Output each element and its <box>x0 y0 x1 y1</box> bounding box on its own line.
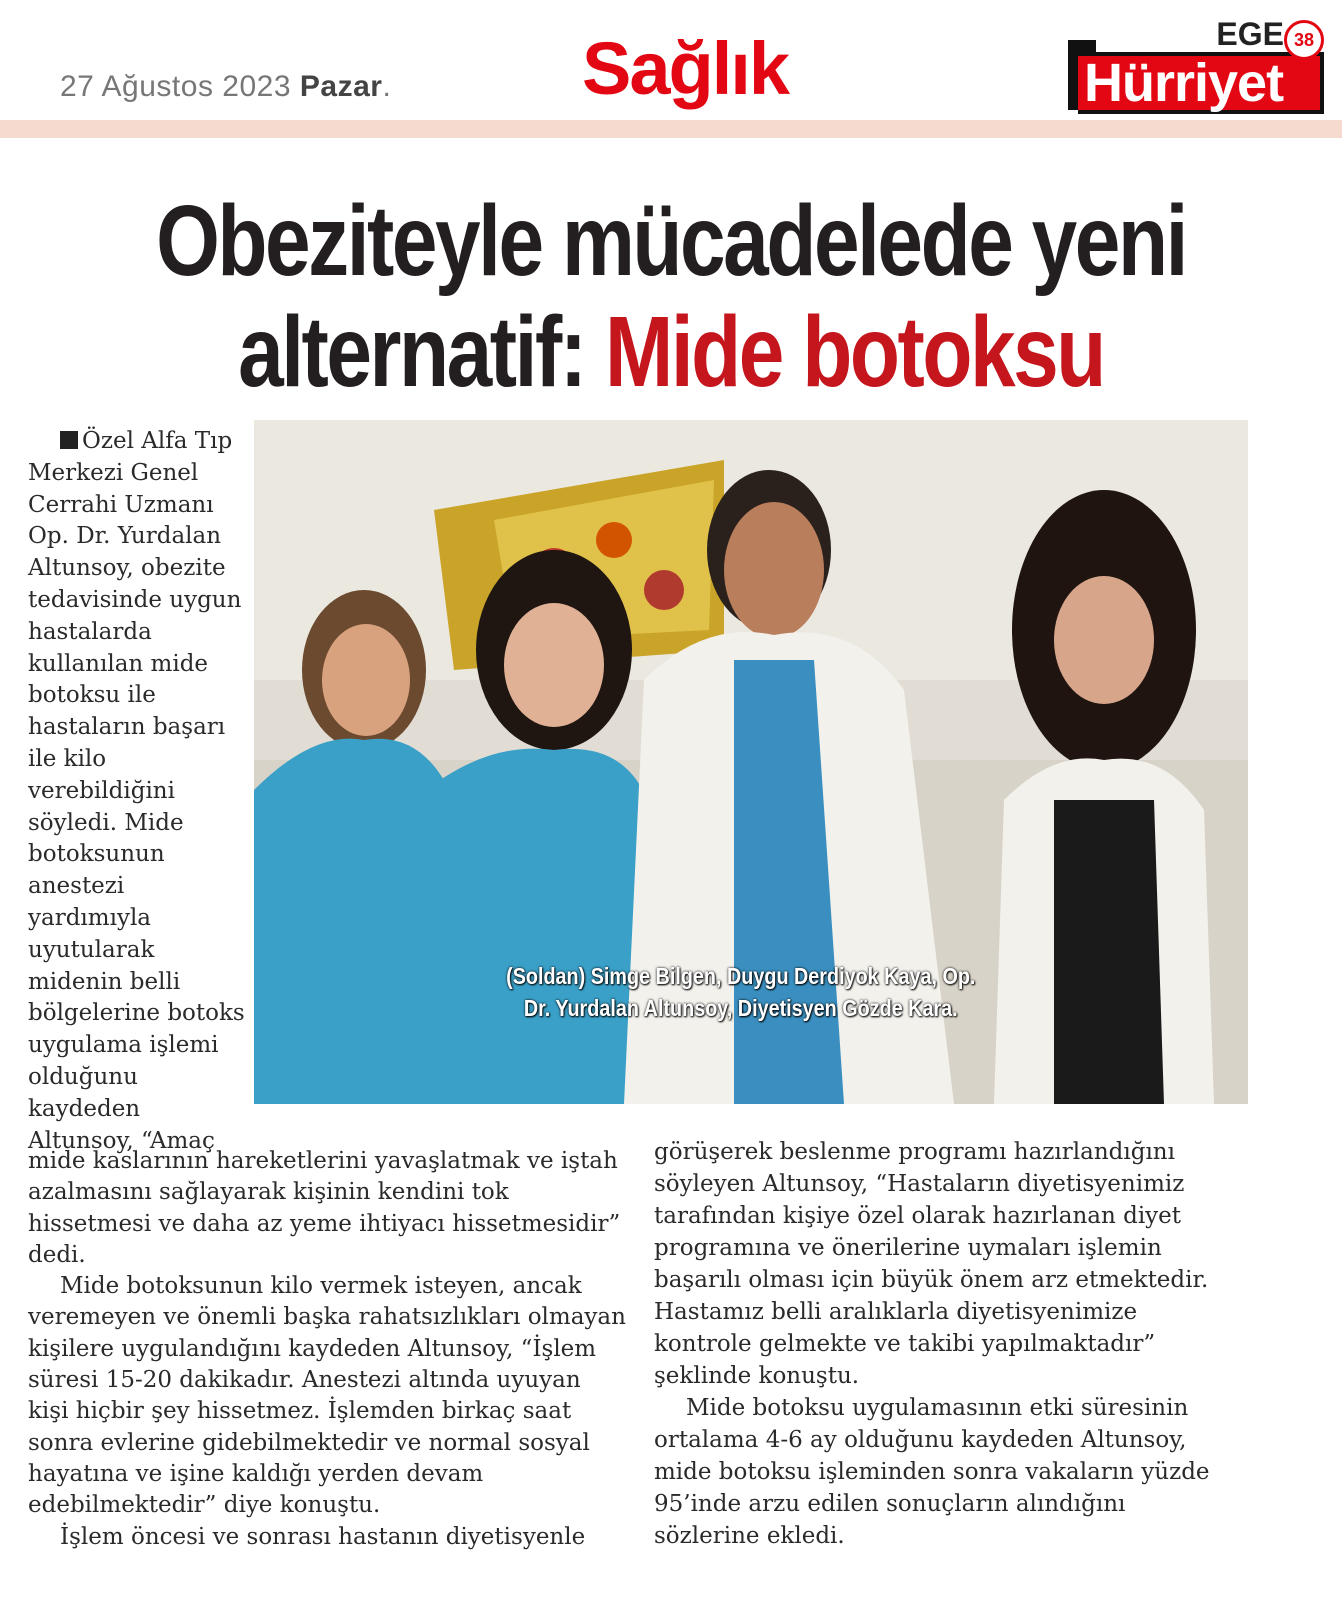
logo-name: Hürriyet <box>1084 53 1284 113</box>
logo-edition: EGE <box>1216 16 1284 52</box>
photo-caption: (Soldan) Simge Bilgen, Duygu Derdiyok Kaya, Op. Dr. Yurdalan Altunsoy, Diyetisyen Gözde Kara. <box>506 963 976 1021</box>
section-title: Sağlık <box>582 27 788 110</box>
issue-date: 27 Ağustos 2023 Pazar. <box>60 70 392 103</box>
article-column-right <box>654 1136 1234 1552</box>
paragraph-2: Mide botoksunun kilo vermek isteyen, ancak veremeyen ve önemli başka rahatsızlıkları olmayan kişilere uygulandığını kaydeden Altunsoy, “İşlem süresi 15-20 dakikadır. Anestezi altında uyuyan kişi hiçbir şey hissetmez. İşlemden birkaç saat sonra evlerine gidebilmektedir ve normal sosyal hayatına ve işine kaldığı yerden devam edebilmektedir” diye konuştu. <box>28 1273 626 1519</box>
paragraph-3: İşlem öncesi ve sonrası hastanın diyetisyenle <box>60 1523 586 1550</box>
article-lead: Özel Alfa Tıp Merkezi Genel Cerrahi Uzmanı Op. Dr. Yurdalan Altunsoy, obezite tedavisinde uygun hastalarda kullanılan mide botoksu ile hastaların başarı ile kilo verebildiğini söyledi. Mide botoksunun anestezi yardımıyla uyutularak midenin belli bölgelerine botoks uygulama işlemi olduğunu kaydeden Altunsoy, “Amaç <box>28 428 245 1154</box>
article-photo <box>254 420 1248 1104</box>
paragraph-3-continuation: görüşerek beslenme programı hazırlandığını söyleyen Altunsoy, “Hastaların diyetisyenimiz tarafından kişiye özel olarak hazırlanan diyet programına ve önerilerine uymaları işlemin başarılı olması için büyük önem arz etmektedir. Hastamız belli aralıklarla diyetisyenimize kontrole gelmekte ve takibi yapılmaktadır” şeklinde konuştu. <box>654 1139 1209 1389</box>
masthead <box>0 0 1342 124</box>
paragraph-4: Mide botoksu uygulamasının etki süresinin ortalama 4-6 ay olduğunu kaydeden Altunsoy, mide botoksu işleminden sonra vakaların yüzde 95’inde arzu edilen sonuçların alındığını sözlerine ekledi. <box>654 1395 1210 1549</box>
newspaper-logo <box>1068 18 1330 118</box>
lead-continuation: mide kaslarının hareketlerini yavaşlatmak ve iştah azalmasını sağlayarak kişinin kendini tok hissetmesi ve daha az yeme ihtiyacı hissetmesidir” dedi. <box>28 1148 621 1268</box>
headline-accent: Mide botoksu <box>604 296 1104 408</box>
article-column-left <box>28 1146 628 1553</box>
bullet-square-icon <box>60 431 78 449</box>
headline-line1: Obeziteyle mücadelede yeni <box>156 185 1186 297</box>
headline <box>121 186 1221 408</box>
header-rule <box>0 120 1342 138</box>
logo-badge: 38 <box>1284 20 1324 60</box>
issue-day: Pazar <box>299 70 383 103</box>
headline-line2: alternatif: <box>238 296 585 408</box>
